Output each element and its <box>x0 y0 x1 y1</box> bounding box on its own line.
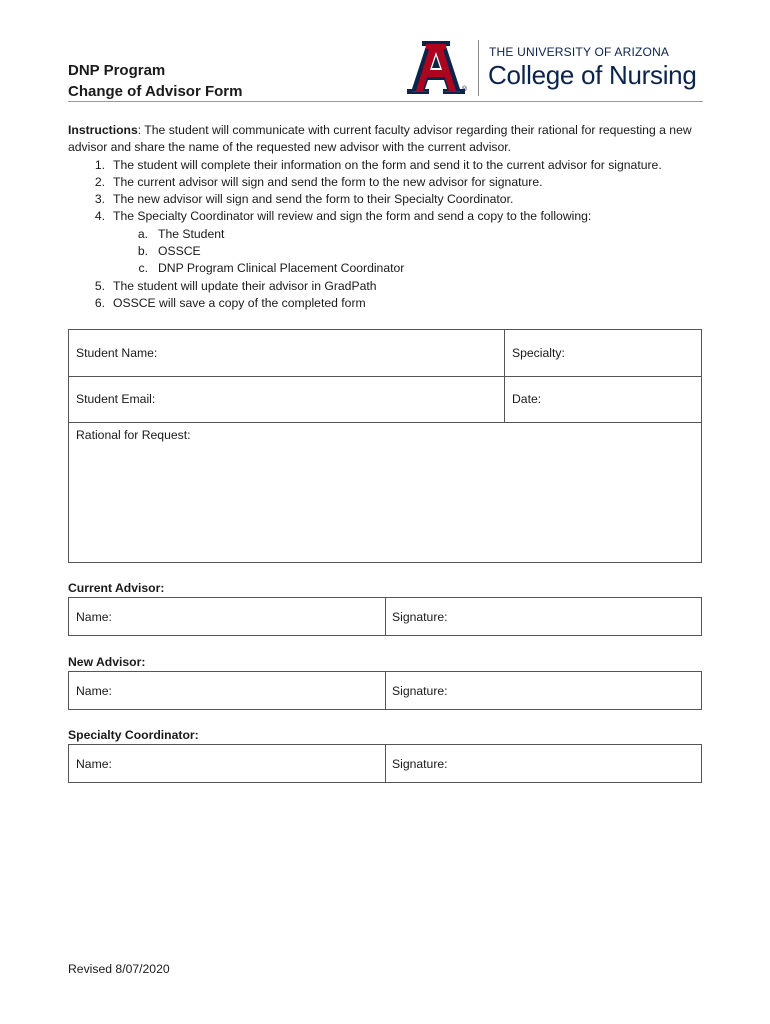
list-item-number: 1. <box>94 157 105 172</box>
title-line-form: Change of Advisor Form <box>68 83 243 100</box>
list-item-text: DNP Program Clinical Placement Coordinator <box>158 261 405 276</box>
list-item-letter: c. <box>138 261 148 276</box>
instructions-intro <box>68 122 708 157</box>
list-item <box>68 226 708 243</box>
logo-divider <box>478 40 479 96</box>
student-name-field[interactable] <box>69 330 504 376</box>
current-advisor-heading: Current Advisor: <box>68 581 165 595</box>
list-item-text: The current advisor will sign and send the form to the new advisor for signature. <box>113 174 543 189</box>
current-advisor-signature-field[interactable] <box>386 598 701 635</box>
list-item <box>68 191 708 208</box>
signature-label: Signature: <box>392 757 448 771</box>
new-advisor-heading: New Advisor: <box>68 655 146 669</box>
list-item <box>68 295 708 312</box>
instructions-steps <box>68 157 708 226</box>
student-info-table <box>68 329 702 563</box>
list-item <box>68 243 708 260</box>
header-divider <box>68 101 703 102</box>
logo-university-name: THE UNIVERSITY OF ARIZONA <box>489 45 670 59</box>
page-title <box>68 60 242 102</box>
name-label: Name: <box>76 610 112 624</box>
title-line-program: DNP Program <box>68 62 166 79</box>
specialty-coordinator-table <box>68 744 702 783</box>
arizona-a-logo-icon <box>405 40 467 96</box>
instructions-steps-continued <box>68 278 708 313</box>
new-advisor-table <box>68 671 702 710</box>
specialty-coordinator-signature-field[interactable] <box>386 745 701 782</box>
instructions-substeps <box>68 226 708 278</box>
university-logo <box>405 38 705 100</box>
list-item <box>68 157 708 174</box>
list-item-text: OSSCE <box>158 244 201 259</box>
instructions-intro-text: : The student will communicate with current faculty advisor regarding their rational for requesting a new advisor and share the name of the requested new advisor with the current advisor. <box>68 123 692 155</box>
list-item <box>68 278 708 295</box>
specialty-coordinator-name-field[interactable] <box>69 745 385 782</box>
student-email-field[interactable] <box>69 377 504 422</box>
list-item-number: 6. <box>94 295 105 310</box>
specialty-field[interactable] <box>505 330 701 376</box>
name-label: Name: <box>76 684 112 698</box>
list-item-number: 3. <box>94 192 105 207</box>
list-item-number: 2. <box>94 174 105 189</box>
specialty-coordinator-heading: Specialty Coordinator: <box>68 728 199 742</box>
rational-field[interactable] <box>69 423 701 562</box>
registered-mark: ® <box>462 86 468 93</box>
signature-label: Signature: <box>392 610 448 624</box>
student-name-label: Student Name: <box>76 346 158 360</box>
date-field[interactable] <box>505 377 701 422</box>
list-item-number: 4. <box>94 209 105 224</box>
list-item-number: 5. <box>94 278 105 293</box>
list-item-text: OSSCE will save a copy of the completed form <box>113 295 366 310</box>
list-item-text: The student will complete their information on the form and send it to the current advisor for signature. <box>113 157 662 172</box>
current-advisor-table <box>68 597 702 636</box>
name-label: Name: <box>76 757 112 771</box>
list-item-text: The Specialty Coordinator will review and sign the form and send a copy to the following: <box>113 209 592 224</box>
list-item <box>68 174 708 191</box>
list-item-text: The student will update their advisor in GradPath <box>113 278 377 293</box>
date-label: Date: <box>512 392 542 406</box>
list-item <box>68 208 708 225</box>
list-item <box>68 260 708 277</box>
revision-date: Revised 8/07/2020 <box>68 962 170 976</box>
list-item-text: The Student <box>158 226 225 241</box>
student-email-label: Student Email: <box>76 392 156 406</box>
new-advisor-signature-field[interactable] <box>386 672 701 709</box>
signature-label: Signature: <box>392 684 448 698</box>
logo-college-name: College of Nursing <box>488 60 697 90</box>
specialty-label: Specialty: <box>512 346 565 360</box>
current-advisor-name-field[interactable] <box>69 598 385 635</box>
list-item-letter: a. <box>137 226 148 241</box>
rational-label: Rational for Request: <box>76 428 191 442</box>
list-item-text: The new advisor will sign and send the form to their Specialty Coordinator. <box>113 192 514 207</box>
instructions <box>68 122 708 312</box>
instructions-label: Instructions <box>68 123 138 137</box>
new-advisor-name-field[interactable] <box>69 672 385 709</box>
list-item-letter: b. <box>137 244 148 259</box>
